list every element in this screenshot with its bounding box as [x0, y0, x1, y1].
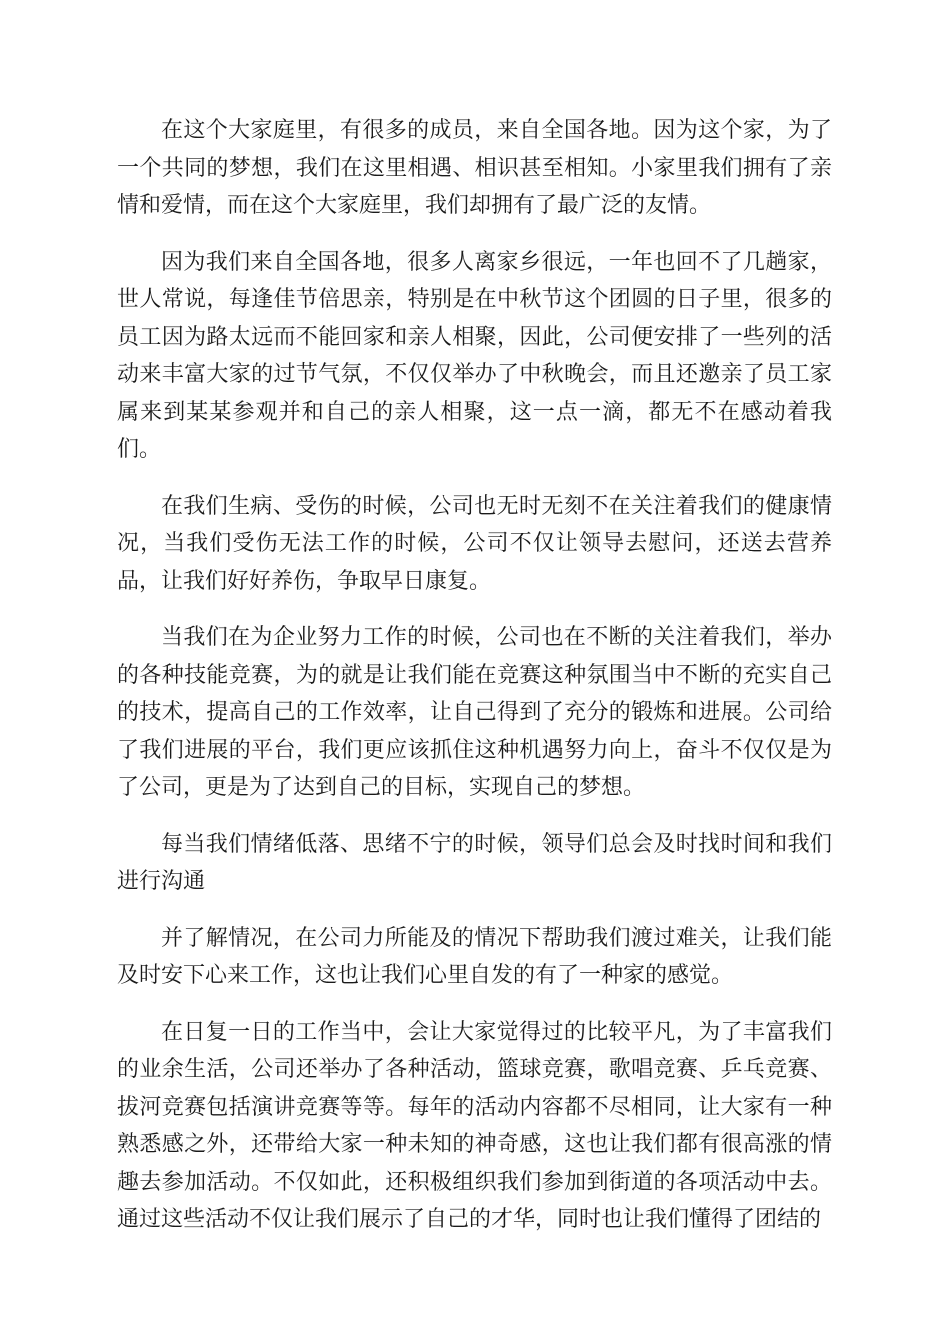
paragraph-6: 并了解情况，在公司力所能及的情况下帮助我们渡过难关，让我们能及时安下心来工作，这也让我们心里自发的有了一种家的感觉。	[117, 925, 832, 988]
paragraph-7: 在日复一日的工作当中，会让大家觉得过的比较平凡，为了丰富我们的业余生活，公司还举办了各种活动，篮球竞赛，歌唱竞赛、乒乓竞赛、拔河竞赛包括演讲竞赛等等。每年的活动内容都不尽相同，让大家有一种熟悉感之外，还带给大家一种未知的神奇感，这也让我们都有很高涨的情趣去参加活动。不仅如此，还积极组织我们参加到街道的各项活动中去。通过这些活动不仅让我们展示了自己的才华，同时也让我们懂得了团结的	[117, 1019, 832, 1232]
paragraph-1: 在这个大家庭里，有很多的成员，来自全国各地。因为这个家，为了一个共同的梦想，我们在这里相遇、相识甚至相知。小家里我们拥有了亲情和爱情，而在这个大家庭里，我们却拥有了最广泛的友情。	[117, 118, 832, 218]
paragraph-5: 每当我们情绪低落、思绪不宁的时候，领导们总会及时找时间和我们进行沟通	[117, 831, 832, 894]
paragraph-2: 因为我们来自全国各地，很多人离家乡很远，一年也回不了几趟家，世人常说，每逢佳节倍思亲，特别是在中秋节这个团圆的日子里，很多的员工因为路太远而不能回家和亲人相聚，因此，公司便安排了一些列的活动来丰富大家的过节气氛，不仅仅举办了中秋晚会，而且还邀亲了员工家属来到某某参观并和自己的亲人相聚，这一点一滴，都无不在感动着我们。	[117, 249, 832, 462]
document-body	[117, 112, 832, 1258]
paragraph-4: 当我们在为企业努力工作的时候，公司也在不断的关注着我们，举办的各种技能竞赛，为的就是让我们能在竞赛这种氛围当中不断的充实自己的技术，提高自己的工作效率，让自己得到了充分的锻炼和进展。公司给了我们进展的平台，我们更应该抓住这种机遇努力向上，奋斗不仅仅是为了公司，更是为了达到自己的目标，实现自己的梦想。	[117, 625, 832, 800]
paragraph-3: 在我们生病、受伤的时候，公司也无时无刻不在关注着我们的健康情况，当我们受伤无法工作的时候，公司不仅让领导去慰问，还送去营养品，让我们好好养伤，争取早日康复。	[117, 493, 832, 594]
